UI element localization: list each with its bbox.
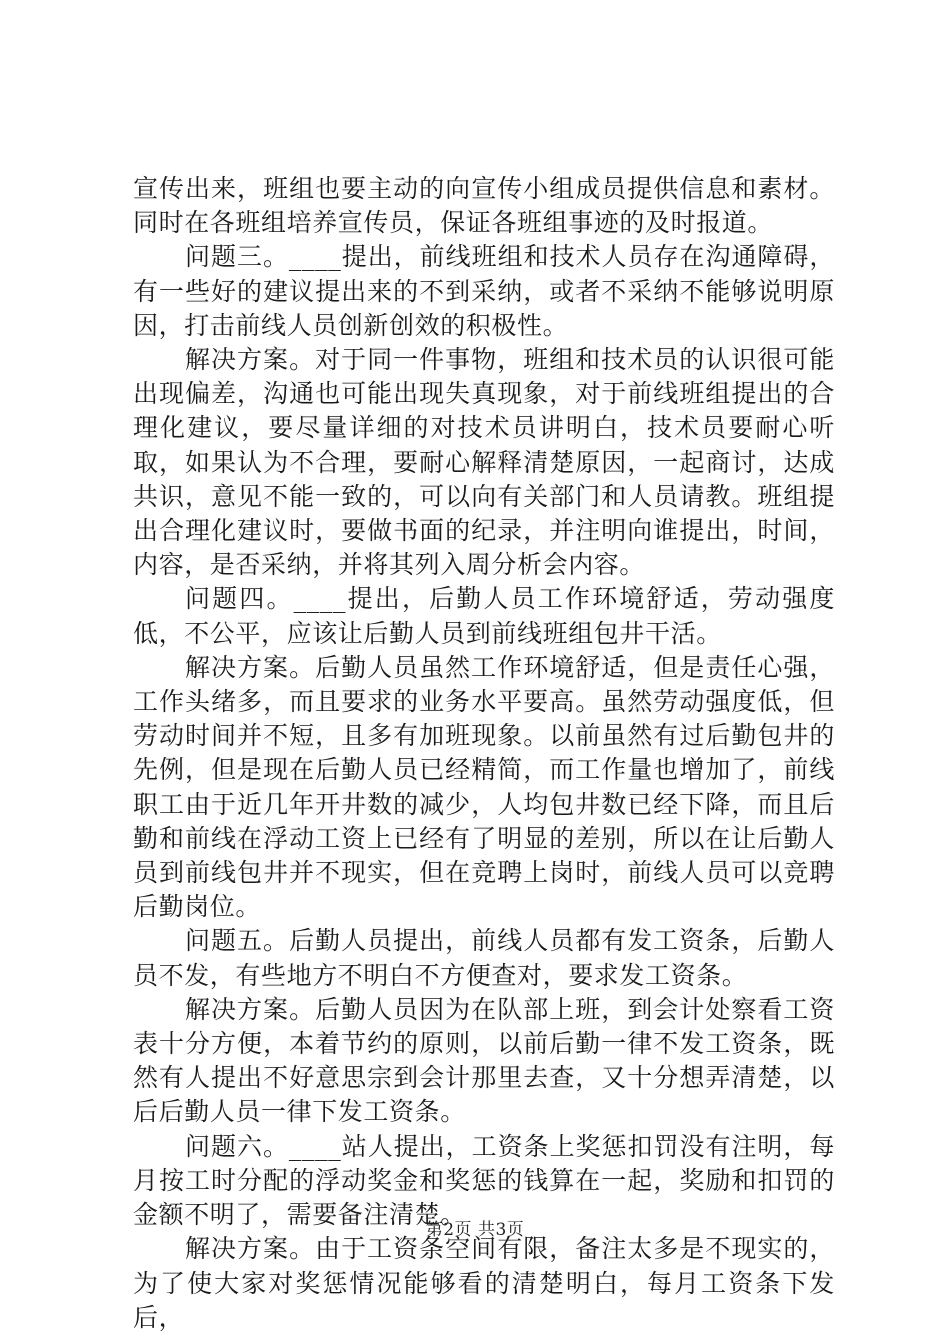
paragraph-solution-five: 解决方案。后勤人员因为在队部上班，到会计处察看工资表十分方便，本着节约的原则，以前后勤一律不发工资条，既然有人提出不好意思宗到会计那里去查，又十分想弄清楚，以后后勤人员一律下发工资条。 [133,994,835,1127]
paragraph-solution-three: 解决方案。对于同一件事物，班组和技术员的认识很可能出现偏差，沟通也可能出现失真现象，对于前线班组提出的合理化建议，要尽量详细的对技术员讲明白，技术员要耐心听取，如果认为不合理，要耐心解释清楚原因，一起商讨，达成共识，意见不能一致的，可以向有关部门和人员请教。班组提出合理化建议时，要做书面的纪录，并注明向谁提出，时间，内容，是否采纳，并将其列入周分析会内容。 [133,345,835,580]
paragraph-solution-six: 解决方案。由于工资条空间有限，备注太多是不现实的，为了使大家对奖惩情况能够看的清楚明白，每月工资条下发后， [133,1234,835,1332]
paragraph-continuation: 宣传出来，班组也要主动的向宣传小组成员提供信息和素材。同时在各班组培养宣传员，保证各班组事迹的及时报道。 [133,174,835,238]
paragraph-issue-six: 问题六。____站人提出，工资条上奖惩扣罚没有注明，每月按工时分配的浮动奖金和奖惩的钱算在一起，奖励和扣罚的金额不明了，需要备注清楚。 [133,1131,835,1230]
document-body [133,172,835,1335]
paragraph-issue-three: 问题三。____提出，前线班组和技术人员存在沟通障碍，有一些好的建议提出来的不到采纳，或者不采纳不能够说明原因，打击前线人员创新创效的积极性。 [133,242,835,340]
page-number-footer: 第2页 共3页 [425,1220,525,1240]
paragraph-issue-five: 问题五。后勤人员提出，前线人员都有发工资条，后勤人员不发，有些地方不明白不方便查对，要求发工资条。 [133,926,835,990]
paragraph-solution-four: 解决方案。后勤人员虽然工作环境舒适，但是责任心强，工作头绪多，而且要求的业务水平要高。虽然劳动强度低，但劳动时间并不短，且多有加班现象。以前虽然有过后勤包井的先例，但是现在后勤人员已经精简，而工作量也增加了，前线职工由于近几年开井数的减少，人均包井数已经下降，而且后勤和前线在浮动工资上已经有了明显的差别，所以在让后勤人员到前线包井并不现实，但在竞聘上岗时，前线人员可以竞聘后勤岗位。 [133,652,835,922]
paragraph-issue-four: 问题四。____提出，后勤人员工作环境舒适，劳动强度低，不公平，应该让后勤人员到前线班组包井干活。 [133,584,835,648]
